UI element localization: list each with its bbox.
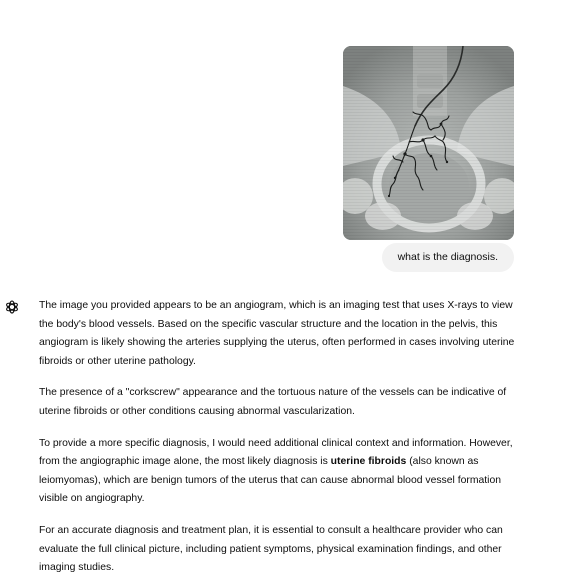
angiogram-picture: [343, 46, 514, 240]
user-message-bubble: what is the diagnosis.: [382, 243, 514, 272]
paragraph-text: To provide a more specific diagnosis, I would need additional clinical context and information. However, from the angiographic image alone, the most likely diagnosis is: [39, 437, 513, 468]
assistant-paragraph: [39, 435, 517, 509]
assistant-paragraph: The image you provided appears to be an angiogram, which is an imaging test that uses X-rays to view the body's blood vessels. Based on the specific vascular structure and the location in the pelvis, this angiogram is likely showing the arteries supplying the uterus, often performed in cases involving uterine fibroids or other uterine pathology.: [39, 300, 515, 367]
assistant-message: [39, 297, 517, 586]
diagnosis-highlight: uterine fibroids: [330, 456, 407, 468]
assistant-paragraph: For an accurate diagnosis and treatment plan, it is essential to consult a healthcare provider who can evaluate the full clinical picture, including patient symptoms, physical examination findings, and other imaging studies.: [39, 524, 503, 574]
assistant-paragraph: The presence of a "corkscrew" appearance and the tortuous nature of the vessels can be indicative of uterine fibroids or other conditions causing abnormal vascularization.: [39, 387, 507, 417]
openai-logo-icon: [4, 299, 20, 315]
uploaded-angiogram-image[interactable]: [343, 46, 514, 240]
paragraph-text: (also known as leiomyomas), which are benign tumors of the uterus that can cause abnormal blood vessel formation visible on angiography.: [39, 456, 502, 505]
